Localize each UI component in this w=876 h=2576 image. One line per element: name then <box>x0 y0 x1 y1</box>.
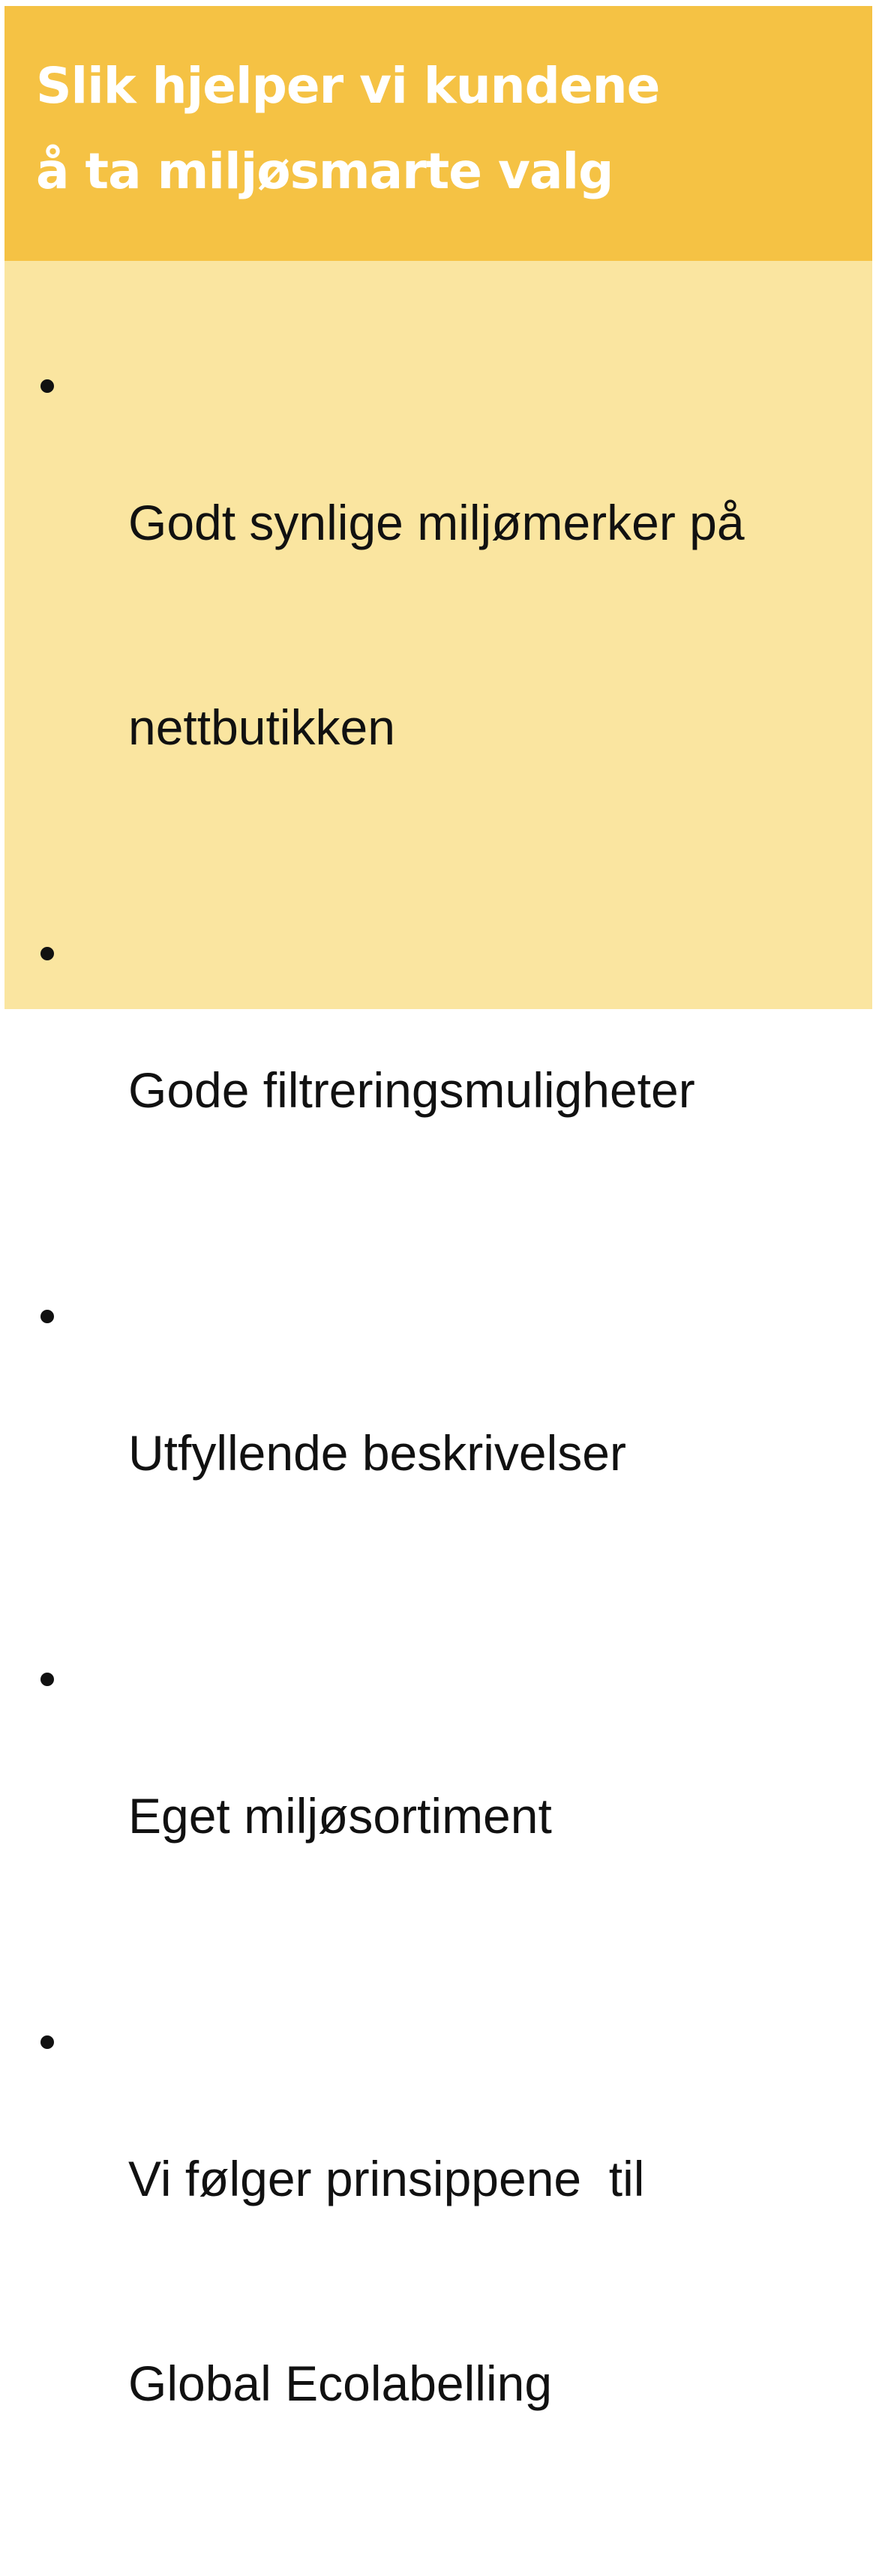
list-item <box>4 2008 872 2554</box>
list-item-line: nettbutikken <box>128 699 395 755</box>
list-item-line: Utfyllende beskrivelser <box>128 1425 626 1481</box>
list-item-text <box>128 920 872 1261</box>
card-title-line-2: å ta miljøsmarte valg <box>36 142 614 200</box>
info-card <box>4 6 872 2411</box>
bullet-icon <box>40 947 54 960</box>
list-item-line: Godt synlige miljømerker på <box>128 495 745 550</box>
bullet-icon <box>40 1310 54 1323</box>
list-item <box>4 920 872 1261</box>
bullet-icon <box>40 2035 54 2049</box>
list-item <box>4 1646 872 1987</box>
list-item <box>4 1283 872 1624</box>
bullet-list <box>4 352 872 2576</box>
list-item <box>4 352 872 898</box>
card-title <box>36 43 846 214</box>
card-header <box>4 6 872 261</box>
list-item-line: Eget miljøsortiment <box>128 1788 552 1844</box>
bullet-icon <box>40 1673 54 1686</box>
card-title-line-1: Slik hjelper vi kundene <box>36 57 660 115</box>
list-item-text <box>128 1646 872 1987</box>
list-item-text <box>128 352 872 898</box>
bullet-icon <box>40 379 54 393</box>
list-item-text <box>128 2008 872 2554</box>
list-item-text <box>128 1283 872 1624</box>
list-item-line: Global Ecolabelling <box>128 2356 553 2411</box>
list-item-line: Vi følger prinsippene til <box>128 2151 645 2206</box>
list-item-line: Gode filtreringsmuligheter <box>128 1062 695 1118</box>
